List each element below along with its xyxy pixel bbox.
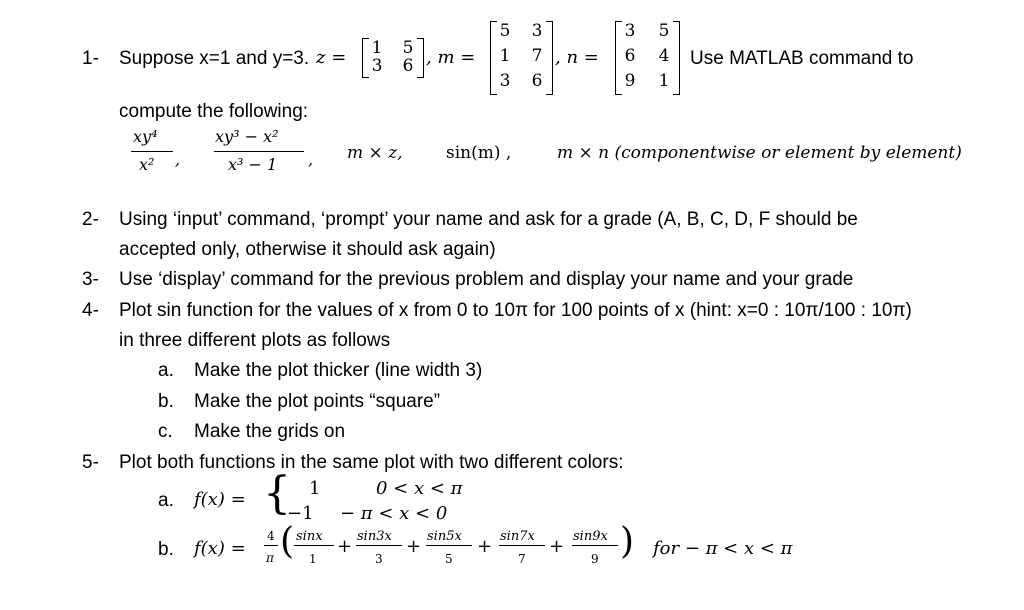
fraction-bar — [214, 151, 304, 152]
matrix-cell: 9 — [624, 71, 636, 91]
bracket-right — [417, 38, 424, 78]
question-3-line-1: Use ‘display’ command for the previous problem and display your name and your grade — [119, 269, 854, 290]
matrix-cell: 3 — [499, 71, 511, 91]
question-2-line-1: Using ‘input’ command, ‘prompt’ your name and ask for a grade (A, B, C, D, F should be — [119, 209, 858, 230]
bracket-left — [615, 21, 622, 95]
expr-4: sin(m) , — [446, 143, 512, 163]
right-paren: ) — [620, 521, 635, 562]
bracket-right — [673, 21, 680, 95]
left-brace: { — [263, 468, 291, 519]
matrix-cell: 6 — [624, 46, 636, 66]
matrix-cell: 5 — [658, 21, 670, 41]
question-1-compute-text: compute the following: — [119, 101, 309, 122]
question-4-line-1: Plot sin function for the values of x from 0 to 10π for 100 points of x (hint: x=0 : 10π/100 : 10π) — [119, 300, 912, 321]
matrix-cell: 3 — [531, 21, 543, 41]
term-numerator: sin3x — [357, 529, 392, 544]
matrix-cell: 1 — [371, 38, 383, 58]
matrix-cell: 1 — [658, 71, 670, 91]
fraction-bar — [572, 545, 618, 546]
plus-sign: + — [406, 536, 422, 557]
matrix-cell: 5 — [402, 38, 414, 58]
coefficient-numerator: 4 — [267, 529, 275, 543]
expr-5: m × n (componentwise or element by element) — [557, 143, 962, 163]
domain-range: for − π < x < π — [653, 538, 793, 559]
piece-value: −1 — [287, 503, 314, 524]
plus-sign: + — [477, 536, 493, 557]
list-item-letter: a. — [158, 490, 174, 511]
function-lhs: f(x) = — [194, 538, 246, 559]
question-5-line-1: Plot both functions in the same plot with two different colors: — [119, 452, 624, 473]
term-denominator: 3 — [375, 552, 383, 566]
question-number: 3- — [82, 269, 99, 290]
matrix-cell: 1 — [499, 46, 511, 66]
separator-comma: , — [308, 150, 314, 169]
bracket-right — [546, 21, 553, 95]
list-item-letter: b. — [158, 539, 174, 560]
question-1-use-text: Use MATLAB command to — [690, 48, 914, 69]
fraction-denominator: x² — [139, 155, 155, 174]
list-item-letter: b. — [158, 391, 174, 412]
matrix-cell: 3 — [371, 56, 383, 76]
matrix-cell: 6 — [531, 71, 543, 91]
term-denominator: 7 — [518, 552, 526, 566]
bracket-left — [490, 21, 497, 95]
question-number: 4- — [82, 300, 99, 321]
n-label: , n = — [555, 47, 599, 68]
question-2-line-2: accepted only, otherwise it should ask again) — [119, 239, 496, 260]
fraction-bar — [294, 545, 334, 546]
term-numerator: sinx — [296, 529, 323, 544]
piece-condition: − π < x < 0 — [340, 503, 448, 524]
function-lhs: f(x) = — [194, 489, 246, 510]
piece-value: 1 — [309, 478, 321, 499]
fraction-numerator: xy³ − x² — [215, 127, 279, 146]
list-item-text: Make the grids on — [194, 421, 346, 442]
question-number: 5- — [82, 452, 99, 473]
term-denominator: 1 — [309, 552, 317, 566]
matrix-cell: 3 — [624, 21, 636, 41]
matrix-cell: 5 — [499, 21, 511, 41]
fraction-bar — [499, 545, 545, 546]
coefficient-denominator: π — [266, 551, 274, 565]
matrix-cell: 6 — [402, 56, 414, 76]
list-item-letter: c. — [158, 421, 173, 442]
left-paren: ( — [280, 521, 295, 562]
matrix-cell: 4 — [658, 46, 670, 66]
list-item-text: Make the plot points “square” — [194, 391, 441, 412]
m-label: , m = — [426, 47, 476, 68]
question-number: 1- — [82, 48, 99, 69]
fraction-denominator: x³ − 1 — [228, 155, 278, 174]
list-item-text: Make the plot thicker (line width 3) — [194, 360, 483, 381]
term-denominator: 5 — [445, 552, 453, 566]
term-numerator: sin5x — [427, 529, 462, 544]
separator-comma: , — [175, 150, 181, 169]
plus-sign: + — [337, 536, 353, 557]
fraction-bar — [426, 545, 472, 546]
list-item-letter: a. — [158, 360, 174, 381]
question-4-line-2: in three different plots as follows — [119, 330, 391, 351]
fraction-numerator: xy⁴ — [133, 127, 158, 146]
fraction-bar — [131, 151, 173, 152]
fraction-bar — [356, 545, 402, 546]
term-denominator: 9 — [591, 552, 599, 566]
piece-condition: 0 < x < π — [376, 478, 463, 499]
term-numerator: sin9x — [573, 529, 608, 544]
question-1-intro: Suppose x=1 and y=3. — [119, 48, 310, 69]
bracket-left — [362, 38, 369, 78]
fraction-bar — [264, 545, 278, 546]
matrix-cell: 7 — [531, 46, 543, 66]
expr-3: m × z, — [347, 143, 403, 163]
z-label: z = — [316, 47, 347, 68]
term-numerator: sin7x — [500, 529, 535, 544]
plus-sign: + — [549, 536, 565, 557]
question-number: 2- — [82, 209, 99, 230]
